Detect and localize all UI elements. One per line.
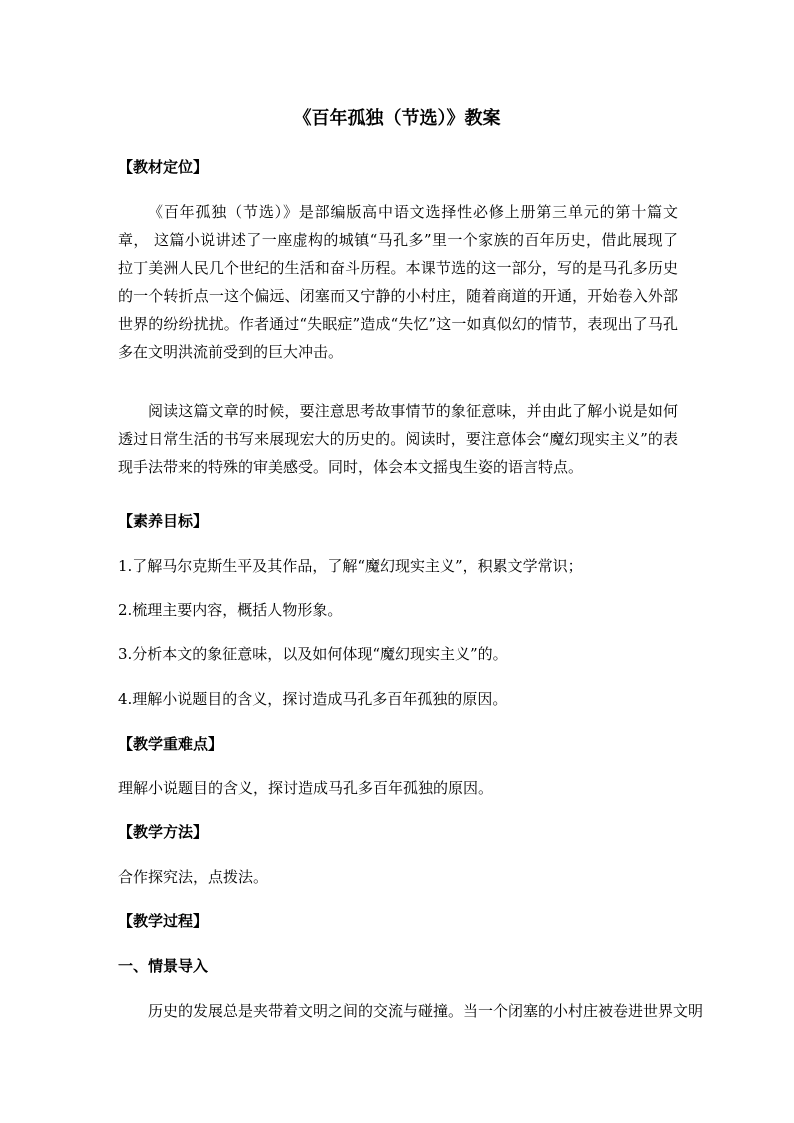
goal-item-3: 3.分析本文的象征意味，以及如何体现“魔幻现实主义”的。 bbox=[118, 645, 508, 663]
positioning-paragraph-2: 阅读这篇文章的时候，要注意思考故事情节的象征意味，并由此了解小说是如何透过日常生活的书写来展现宏大的历史的。阅读时，要注意体会“魔幻现实主义”的表现手法带来的特殊的审美感受。同时，体会本文摇曳生姿的语言特点。 bbox=[118, 402, 678, 476]
positioning-paragraph-1: 《百年孤独（节选）》是部编版高中语文选择性必修上册第三单元的第十篇文章， 这篇小说讲述了一座虚构的城镇“马孔多”里一个家族的百年历史，借此展现了拉丁美洲人民几个世纪的生活和奋斗历程。本课节选的这一部分，写的是马孔多历史的一个转折点一这个偏远、闭塞而又宁静的小村庄，随着商道的开通，开始卷入外部世界的纷纷扰扰。作者通过“失眠症”造成“失忆”这一如真似幻的情节，表现出了马孔多在文明洪流前受到的巨大冲击。 bbox=[118, 203, 678, 361]
process-text: 历史的发展总是夹带着文明之间的交流与碰撞。当一个闭塞的小村庄被卷进世界文明 bbox=[148, 1002, 704, 1020]
section-heading-positioning: 【教材定位】 bbox=[118, 158, 209, 176]
goal-item-4: 4.理解小说题目的含义，探讨造成马孔多百年孤独的原因。 bbox=[118, 690, 508, 708]
section-heading-goals: 【素养目标】 bbox=[118, 512, 209, 530]
section-heading-key-points: 【教学重难点】 bbox=[118, 735, 224, 753]
document-title: 《百年孤独（节选）》教案 bbox=[293, 108, 501, 129]
goal-item-2: 2.梳理主要内容，概括人物形象。 bbox=[118, 601, 343, 619]
methods-text: 合作探究法，点拨法。 bbox=[118, 868, 269, 886]
key-points-text: 理解小说题目的含义，探讨造成马孔多百年孤独的原因。 bbox=[118, 779, 494, 797]
goal-item-1: 1.了解马尔克斯生平及其作品，了解“魔幻现实主义”，积累文学常识； bbox=[118, 557, 583, 575]
section-heading-methods: 【教学方法】 bbox=[118, 823, 209, 841]
section-heading-process: 【教学过程】 bbox=[118, 912, 209, 930]
process-subheading: 一、情景导入 bbox=[118, 957, 209, 975]
